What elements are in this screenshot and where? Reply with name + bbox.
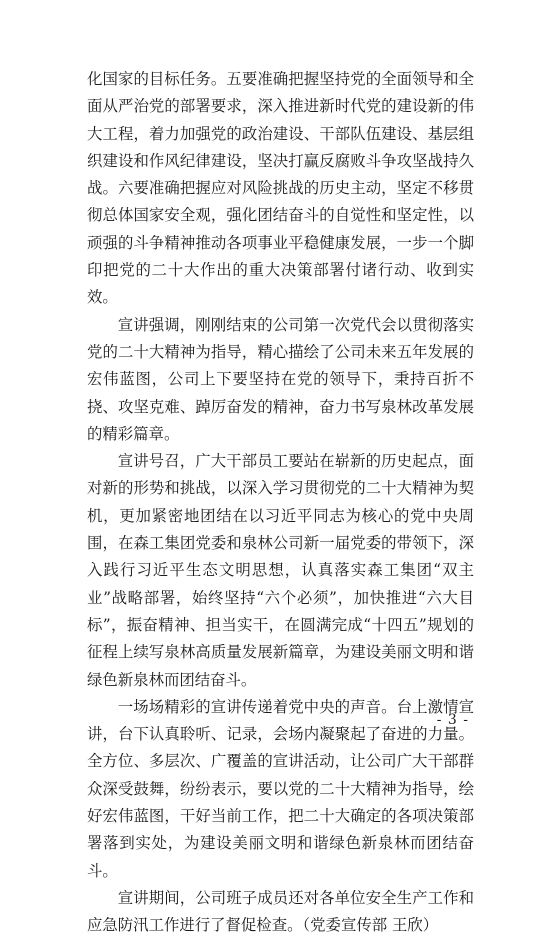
paragraph-1: 化国家的目标任务。五要准确把握坚持党的全面领导和全面从严治党的部署要求，深入推进新时代党的建设新的伟大工程，着力加强党的政治建设、干部队伍建设、基层组织建设和作风纪律建设，坚决打赢反腐败斗争攻坚战持久战。六要准确把握应对风险挑战的历史主动，坚定不移贯彻总体国家安全观，强化团结奋斗的自觉性和坚定性，以顽强的斗争精神推动各项事业平稳健康发展，一步一个脚印把党的二十大作出的重大决策部署付诸行动、收到实效。	[87, 70, 474, 307]
body-text	[87, 66, 474, 940]
paragraph-4: 一场场精彩的宣讲传递着党中央的声音。台上激情宣讲，台下认真聆听、记录，会场内凝聚起了奋进的力量。全方位、多层次、广覆盖的宣讲活动，让公司广大干部群众深受鼓舞，纷纷表示，要以党的二十大精神为指导，绘好宏伟蓝图，干好当前工作，把二十大确定的各项决策部署落到实处，为建设美丽文明和谐绿色新泉林而团结奋斗。	[87, 697, 474, 880]
paragraph-3: 宣讲号召，广大干部员工要站在崭新的历史起点，面对新的形势和挑战，以深入学习贯彻党的二十大精神为契机，更加紧密地团结在以习近平同志为核心的党中央周围，在森工集团党委和泉林公司新一届党委的带领下，深入践行习近平生态文明思想，认真落实森工集团“双主业”战略部署，始终坚持“六个必须”，加快推进“六大目标”，振奋精神、担当实干，在圆满完成“十四五”规划的征程上续写泉林高质量发展新篇章，为建设美丽文明和谐绿色新泉林而团结奋斗。	[87, 452, 474, 689]
paragraph-5: 宣讲期间，公司班子成员还对各单位安全生产工作和应急防汛工作进行了督促检查。（党委宣传部 王欣）	[87, 888, 474, 935]
page-number: - 3 -	[436, 712, 469, 728]
paragraph-2: 宣讲强调，刚刚结束的公司第一次党代会以贯彻落实党的二十大精神为指导，精心描绘了公司未来五年发展的宏伟蓝图，公司上下要坚持在党的领导下，秉持百折不挠、攻坚克难、踔厉奋发的精神，奋力书写泉林改革发展的精彩篇章。	[87, 315, 474, 443]
